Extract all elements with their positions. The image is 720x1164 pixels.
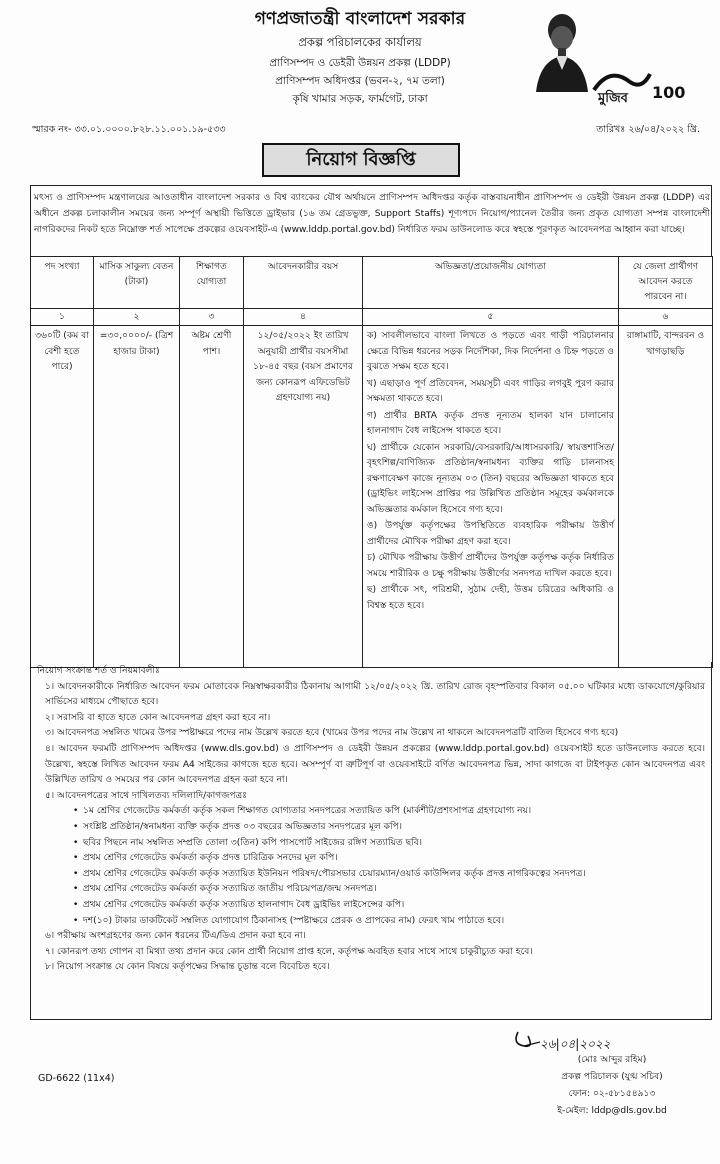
government-title: গণপ্রজাতন্ত্রী বাংলাদেশ সরকার bbox=[254, 9, 466, 29]
intro-paragraph: মৎস্য ও প্রাণিসম্পদ মন্ত্রণালয়ের আওতাধীন বাংলাদেশ সরকার ও বিশ্ব ব্যাংকের যৌথ অর্থায়নে প্রাণিসম্পদ অধিদপ্তর কর্তৃক বাস্তবায়নাধীন প্রাণিসম্পদ ও ডেইরী উন্নয়ন প্রকল্প (LDDP) এর অধীনে প্রকল্প চলাকালীন সময়ের জন্য সম্পূর্ণ অস্থায়ী ভিত্তিতে ড্রাইভার (১৬ তম গ্রেডভুক্ত, Support Staffs) শূণ্যপদে নিয়োগ/প্যানেল তৈরীর জন্য প্রকৃত যোগ্যতা সম্পন্ন বাংলাদেশী নাগরিকদের নিকট হতে নিম্নোক্ত শর্ত সাপেক্ষে প্রকল্পের ওয়েবসাইট-এ (www.lddp.portal.gov.bd) নির্ধারিত ফরম ডাউনলোড করে স্বহস্তে পূরণকৃত আবেদনপত্র আহ্বান করা যাচ্ছে। bbox=[34, 193, 710, 235]
condition-item: ৩। আবেদনপত্র সম্বলিত খামের উপর স্পষ্টাক্ষরে পদের নাম উল্লেখ করতে হবে (খামের উপর পদের নাম উল্লেখ না থাকলে আবেদনপত্রটি বাতিল হিসেবে গণ্য হবে) bbox=[45, 728, 619, 739]
table-row bbox=[31, 326, 713, 668]
signatory-name: (মোঃ আব্দুর রহিম) bbox=[577, 1055, 647, 1065]
cell-requirements bbox=[363, 326, 619, 668]
col-number: ৪ bbox=[244, 309, 363, 326]
requirement-item: ঙ) উপর্যুক্ত কর্তৃপক্ষের উপস্থিতিতে ব্যবহারিক পরীক্ষায় উত্তীর্ণ প্রার্থীদের মৌখিক পরীক্ষা গ্রহণ করা হবে। bbox=[367, 521, 614, 547]
project-name: প্রাণিসম্পদ ও ডেইরী উন্নয়ন প্রকল্প (LDDP) bbox=[269, 57, 451, 69]
header-posts: পদ সংখ্যা bbox=[31, 257, 94, 309]
signatory-email: ই-মেইল: lddp@dls.gov.bd bbox=[557, 1106, 667, 1116]
cell-salary: =৩০,০০০০/- (ত্রিশ হাজার টাকা) bbox=[94, 326, 180, 668]
requirement-item: গ) প্রার্থীর BRTA কর্তৃক প্রদত্ত নূন্যতম হালকা যান চালানোর হালনাগাদ বৈধ লাইসেন্স থাকতে হবে। bbox=[367, 410, 614, 436]
col-number: ৩ bbox=[180, 309, 244, 326]
table-header-row bbox=[31, 257, 713, 309]
office-address: কৃষি খামার সড়ক, ফার্মগেট, ঢাকা bbox=[292, 93, 428, 105]
document-item: • ১ম শ্রেণির গেজেটেড কর্মকর্তা কর্তৃক সকল শিক্ষাগত যোগ্যতার সনদপত্রের সত্যায়িত কপি (মার্কশীট/প্রশংসাপত্র গ্রহণযোগ্য নয়। bbox=[37, 804, 705, 820]
requirement-item: ছ) প্রার্থীকে সৎ, পরিশ্রমী, সুঠাম দেহী, উত্তম চরিত্রের অধিকারি ও বিশ্বস্ত হতে হবে। bbox=[367, 585, 614, 611]
document-item: • প্রথম শ্রেণির গেজেটেড কর্মকর্তা কর্তৃক সত্যায়িত হালনাগাদ বৈধ ড্রাইভিং লাইসেন্সের কপি। bbox=[37, 898, 705, 914]
document-item: • প্রথম শ্রেণির গেজেটেড কর্মকর্তা কর্তৃক সত্যায়িত জাতীয় পরিচয়পত্র/জন্ম সনদপত্র। bbox=[37, 882, 705, 898]
document-item: • দশ(১০) টাকার ডাকটিকেট সম্বলিত যোগাযোগ ঠিকানাসহ (স্পষ্টাক্ষরে প্রেরক ও প্রাপকের নাম) ফেরৎ খাম পাঠাতে হবে। bbox=[37, 914, 705, 930]
gd-number: GD-6622 (11x4) bbox=[38, 1073, 115, 1084]
header-salary: মাসিক সাকুল্য বেতন (টাকা) bbox=[94, 257, 180, 309]
col-number: ৬ bbox=[619, 309, 713, 326]
requirement-item: ক) সাবলীলভাবে বাংলা লিখতে ও পড়তে এবং গাড়ী পরিচালনার ক্ষেত্রে বিভিন্ন ধরনের সড়ক নির্দেশিকা, দিক নির্দেশনা ও চিহ্ন পড়তে ও বুঝতে সক্ষম হতে হবে। bbox=[367, 331, 614, 372]
cell-posts: ৩৬০টি (কম বা বেশী হতে পারে) bbox=[31, 326, 94, 668]
requirement-item: চ) মৌখিক পরীক্ষায় উত্তীর্ণ প্রার্থীদের উপর্যুক্ত কর্তৃপক্ষ কর্তৃক নির্ধারিত সময়ে শারীরিক ও চক্ষু পরীক্ষায় উত্তীর্ণের সনদপত্র দাখিল করতে হবে। bbox=[367, 553, 614, 579]
document-item: • প্রথম শ্রেণির গেজেটেড কর্মকর্তা কর্তৃক প্রদত্ত চারিত্রিক সনদের মূল কপি। bbox=[37, 851, 705, 867]
mujib-100-logo bbox=[590, 60, 690, 108]
condition-item: ২। সরাসরি বা হাতে হাতে কোন আবেদনপত্র গ্রহণ করা হবে না। bbox=[45, 712, 271, 723]
col-number: ১ bbox=[31, 309, 94, 326]
job-table bbox=[30, 256, 713, 668]
memo-date: তারিখঃ ২৬/০৪/২০২২ খ্রি. bbox=[596, 124, 700, 135]
header-education: শিক্ষাগত যোগ্যতা bbox=[180, 257, 244, 309]
memo-number: স্মারক নং- ৩৩.০১.০০০০.৮২৮.১১.০০১.১৯-৫৩৩ bbox=[32, 124, 226, 135]
condition-item: ৫। আবেদনপত্রের সাথে দাখিলতব্য দলিলাদি/কাগজপত্রঃ bbox=[45, 790, 248, 801]
conditions-heading: নিয়োগ সংক্রান্ত শর্ত ও নিয়মাবলীঃ bbox=[37, 666, 160, 676]
requirement-item: খ) এছাড়াও পূর্ণ প্রতিবেদন, সময়সূচী এবং গাড়ির লগবুই পুরণ করার সক্ষমতা থাকতে হবে। bbox=[367, 378, 614, 404]
notice-banner: নিয়োগ বিজ্ঞপ্তি bbox=[262, 143, 460, 177]
signature-block bbox=[512, 1052, 712, 1120]
portrait-emblem-icon bbox=[530, 8, 592, 92]
condition-item: ৭। কোনরূপ তথ্য গোপন বা মিথ্যা তথ্য প্রদান করে কোন প্রার্থী নিয়োগ প্রাপ্ত হলে, কর্তৃপক্ষ অবহিত হবার সাথে সাথে চাকুরীচ্যুত করা হবে। bbox=[45, 946, 533, 957]
conditions-section bbox=[30, 662, 712, 1020]
document-item: • ছবির পিছনে নাম সম্বলিত সম্প্রতি তোলা ৩(তিন) কপি পাসপোর্ট সাইজের রঙ্গিণ সত্যায়িত ছবি। bbox=[37, 836, 705, 852]
document-item: • প্রথম শ্রেণির গেজেটেড কর্মকর্তা কর্তৃক সত্যায়িত ইউনিয়ন পরিষদ/পৌরসভার চেয়ারম্যান/ওয়ার্ড কাউন্সিলর কর্তৃক প্রদত্ত নাগরিকত্বের সনদপত্র। bbox=[37, 867, 705, 883]
signatory-phone: ফোন: ০২-৫৮১৫৪৯১৩ bbox=[568, 1089, 656, 1099]
document-item: • সংশ্লিষ্ট প্রতিষ্ঠান/স্বনামধন্য ব্যক্তি কর্তৃক প্রদত্ত ০৩ বছরের অভিজ্ঞতার সনদপত্রের মূল কপি। bbox=[37, 820, 705, 836]
condition-item: ১। আবেদনকারীকে নির্ধারিত আবেদন ফরম মোতাবেক নিম্নস্বাক্ষরকারীর ঠিকানায় আগামী ১২/০৫/২০২২ খ্রি. তারিখ রোজ বৃহস্পতিবার বিকাল ০৫.০০ ঘটিকার মধ্যে ডাকযোগে/কুরিয়ার সার্ভিসের মাধ্যমে পৌছাতে হবে। bbox=[45, 681, 705, 708]
office-name: প্রকল্প পরিচালকের কার্যালয় bbox=[298, 35, 422, 49]
cell-age: ১২/০৫/২০২২ ইং তারিখ অনুযায়ী প্রার্থীর বয়সসীমা ১৮-৪৫ বছর (বয়স প্রমাণের জন্য কোনরূপ এফিডেভিট গ্রহণযোগ্য নয়) bbox=[244, 326, 363, 668]
condition-item: ৬। পরীক্ষায় অংশগ্রহণের জন্য কোন ধরনের টিএ/ডিএ প্রদান করা হবে না। bbox=[45, 931, 306, 942]
signature-date: ২৬|০৪|২০২২ bbox=[540, 1037, 611, 1051]
logo-text: মুজিব bbox=[598, 91, 628, 106]
cell-excluded-districts: রাঙ্গামাটি, বান্দরবন ও খাগড়াছড়ি bbox=[619, 326, 713, 668]
header-age: আবেদনকারীর বয়স bbox=[244, 257, 363, 309]
header-requirements: অভিজ্ঞতা/প্রয়োজনীয় যোগ্যতা bbox=[363, 257, 619, 309]
col-number: ২ bbox=[94, 309, 180, 326]
header-excluded-districts: যে জেলা প্রার্থীগণ আবেদন করতে পারবেন না। bbox=[619, 257, 713, 309]
condition-item: ৪। আবেদন ফরমটি প্রাণিসম্পদ অধিদপ্তর (www.dls.gov.bd) ও প্রাণিসম্পদ ও ডেইরী উন্নয়ন প্রকল্পের (www.lddp.portal.gov.bd) ওয়েবসাইট হতে ডাউনলোড করতে হবে। উল্লেখ্য, স্বহস্তে লিখিত আবেদন ফরম A4 সাইজের কাগজে হতে হবে। অসম্পূর্ণ বা ত্রুটিপূর্ণ বা ওয়েবসাইটে বর্ণিত আবেদনপত্র ভিন্ন, সাদা কাগজে বা টাইপকৃত কোন আবেদনপত্র এবং উল্লিখিত তারিখ ও সময়ের পর কোন আবেদনপত্র গ্রহন করা হবে না। bbox=[45, 743, 705, 786]
signatory-designation: প্রকল্প পরিচালক (যুগ্ম সচিব) bbox=[561, 1072, 663, 1082]
requirement-item: ঘ) প্রার্থীকে যেকোন সরকারি/বেসরকারি/আধাসরকারি/ স্বায়ত্তশাসিত/বৃহৎশিল্প/বাণিজ্যিক প্রতিষ্ঠান/স্বনামধন্য ব্যক্তির গাড়ি চালনাসহ রক্ষণাবেক্ষণ কাজে নূন্যতম ০৩ (তিন) বছরের অভিজ্ঞতা থাকতে হবে (ড্রাইভিং লাইসেন্স প্রাপ্তির পর উল্লিখিত প্রতিষ্ঠান সমূহের কর্মকালকে অভিজ্ঞতার কর্মকাল হিসেবে গণ্য হবে। bbox=[367, 442, 614, 515]
col-number: ৫ bbox=[363, 309, 619, 326]
table-number-row bbox=[31, 309, 713, 326]
department-name: প্রাণিসম্পদ অধিদপ্তর (ভবন-২, ৭ম তলা) bbox=[275, 75, 445, 87]
cell-education: অষ্টম শ্রেণী পাশ। bbox=[180, 326, 244, 668]
condition-item: ৮। নিয়োগ সংক্রান্ত যে কোন বিষয়ে কর্তৃপক্ষের সিদ্ধান্ত চূড়ান্ত বলে বিবেচিত হবে। bbox=[45, 962, 330, 973]
logo-number: 100 bbox=[652, 83, 686, 102]
